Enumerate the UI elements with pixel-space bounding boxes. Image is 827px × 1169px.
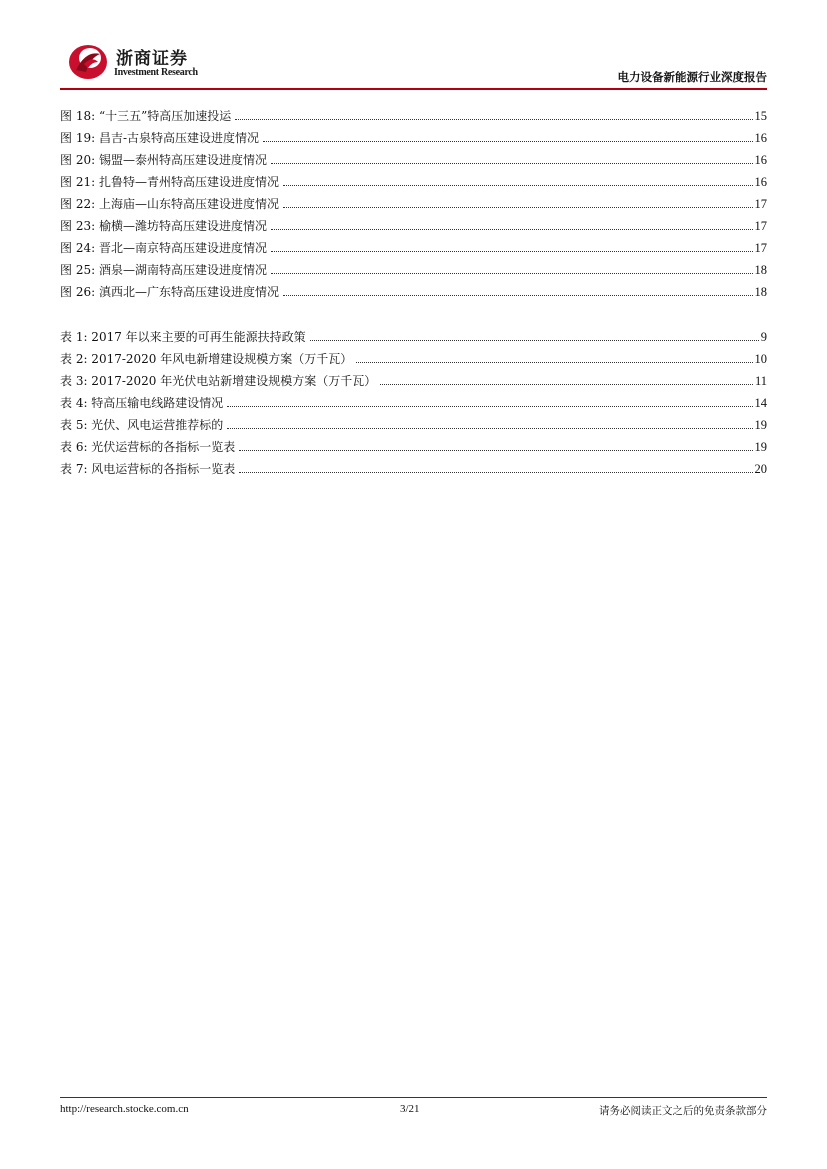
dot-leader xyxy=(271,163,753,164)
table-entry-label: 表 6: 光伏运营标的各指标一览表 xyxy=(60,440,236,454)
figure-entry[interactable] xyxy=(60,189,767,211)
figure-entry-page-number: 17 xyxy=(754,241,767,255)
table-entry[interactable] xyxy=(60,454,767,476)
dot-leader xyxy=(356,362,752,363)
figure-entry-label: 图 22: 上海庙—山东特高压建设进度情况 xyxy=(60,197,279,211)
figure-entry[interactable] xyxy=(60,277,767,299)
figure-entry-label: 图 20: 锡盟—泰州特高压建设进度情况 xyxy=(60,153,267,167)
table-entry-page-number: 11 xyxy=(754,374,767,388)
dot-leader xyxy=(271,273,753,274)
dot-leader xyxy=(235,119,752,120)
figure-entry-label: 图 26: 滇西北—广东特高压建设进度情况 xyxy=(60,285,279,299)
dot-leader xyxy=(227,406,752,407)
table-entry-page-number: 9 xyxy=(760,330,767,344)
dot-leader xyxy=(227,428,752,429)
dot-leader xyxy=(263,141,753,142)
table-entry-label: 表 1: 2017 年以来主要的可再生能源扶持政策 xyxy=(60,330,306,344)
table-entry[interactable] xyxy=(60,366,767,388)
figure-entry-page-number: 18 xyxy=(754,263,767,277)
figure-entry-label: 图 23: 榆横—潍坊特高压建设进度情况 xyxy=(60,219,267,233)
figure-entry-label: 图 21: 扎鲁特—青州特高压建设进度情况 xyxy=(60,175,279,189)
dot-leader xyxy=(271,251,753,252)
figure-entry[interactable] xyxy=(60,123,767,145)
figure-entry[interactable] xyxy=(60,145,767,167)
dot-leader xyxy=(271,229,753,230)
logo-mark-icon xyxy=(66,40,110,82)
figure-entry[interactable] xyxy=(60,101,767,123)
figure-entry-label: 图 19: 昌吉-古泉特高压建设进度情况 xyxy=(60,131,259,145)
figure-entry-page-number: 18 xyxy=(754,285,767,299)
table-entry-label: 表 2: 2017-2020 年风电新增建设规模方案（万千瓦） xyxy=(60,352,353,366)
table-entry-page-number: 10 xyxy=(754,352,767,366)
dot-leader xyxy=(283,207,753,208)
footer-divider xyxy=(60,1097,767,1098)
table-entry[interactable] xyxy=(60,322,767,344)
figure-entry-label: 图 24: 晋北—南京特高压建设进度情况 xyxy=(60,241,267,255)
page-header xyxy=(60,38,767,90)
table-entry-label: 表 7: 风电运营标的各指标一览表 xyxy=(60,462,236,476)
figure-entry[interactable] xyxy=(60,255,767,277)
figure-entry-page-number: 16 xyxy=(754,153,767,167)
figure-entry-page-number: 17 xyxy=(754,197,767,211)
company-logo xyxy=(60,38,200,84)
figure-entry-page-number: 16 xyxy=(754,131,767,145)
table-entry-label: 表 3: 2017-2020 年光伏电站新增建设规模方案（万千瓦） xyxy=(60,374,377,388)
report-title: 电力设备新能源行业深度报告 xyxy=(617,70,767,84)
figure-entry[interactable] xyxy=(60,211,767,233)
table-entry-page-number: 19 xyxy=(754,418,767,432)
table-entry[interactable] xyxy=(60,410,767,432)
figure-entry[interactable] xyxy=(60,233,767,255)
dot-leader xyxy=(283,185,753,186)
dot-leader xyxy=(380,384,753,385)
figure-entry-page-number: 15 xyxy=(754,109,767,123)
table-list xyxy=(60,322,767,476)
figure-entry-label: 图 25: 酒泉—湖南特高压建设进度情况 xyxy=(60,263,267,277)
figure-list xyxy=(60,101,767,299)
table-entry-label: 表 4: 特高压输电线路建设情况 xyxy=(60,396,224,410)
footer-url[interactable]: http://research.stocke.com.cn xyxy=(60,1103,189,1115)
figure-entry-page-number: 16 xyxy=(754,175,767,189)
table-entry-page-number: 14 xyxy=(754,396,767,410)
figure-entry[interactable] xyxy=(60,167,767,189)
table-entry-page-number: 20 xyxy=(754,462,767,476)
logo-english-name: Investment Research xyxy=(114,67,198,78)
figure-entry-label: 图 18: “十三五”特高压加速投运 xyxy=(60,109,232,123)
dot-leader xyxy=(283,295,753,296)
header-divider xyxy=(60,88,767,90)
table-entry[interactable] xyxy=(60,432,767,454)
table-entry-page-number: 19 xyxy=(754,440,767,454)
table-entry[interactable] xyxy=(60,344,767,366)
table-entry-label: 表 5: 光伏、风电运营推荐标的 xyxy=(60,418,224,432)
logo-chinese-name: 浙商证券 xyxy=(116,49,188,69)
footer-disclaimer: 请务必阅读正文之后的免责条款部分 xyxy=(599,1105,767,1117)
table-entry[interactable] xyxy=(60,388,767,410)
dot-leader xyxy=(239,472,752,473)
page-number: 3/21 xyxy=(400,1103,420,1115)
figure-entry-page-number: 17 xyxy=(754,219,767,233)
dot-leader xyxy=(239,450,752,451)
dot-leader xyxy=(310,340,759,341)
